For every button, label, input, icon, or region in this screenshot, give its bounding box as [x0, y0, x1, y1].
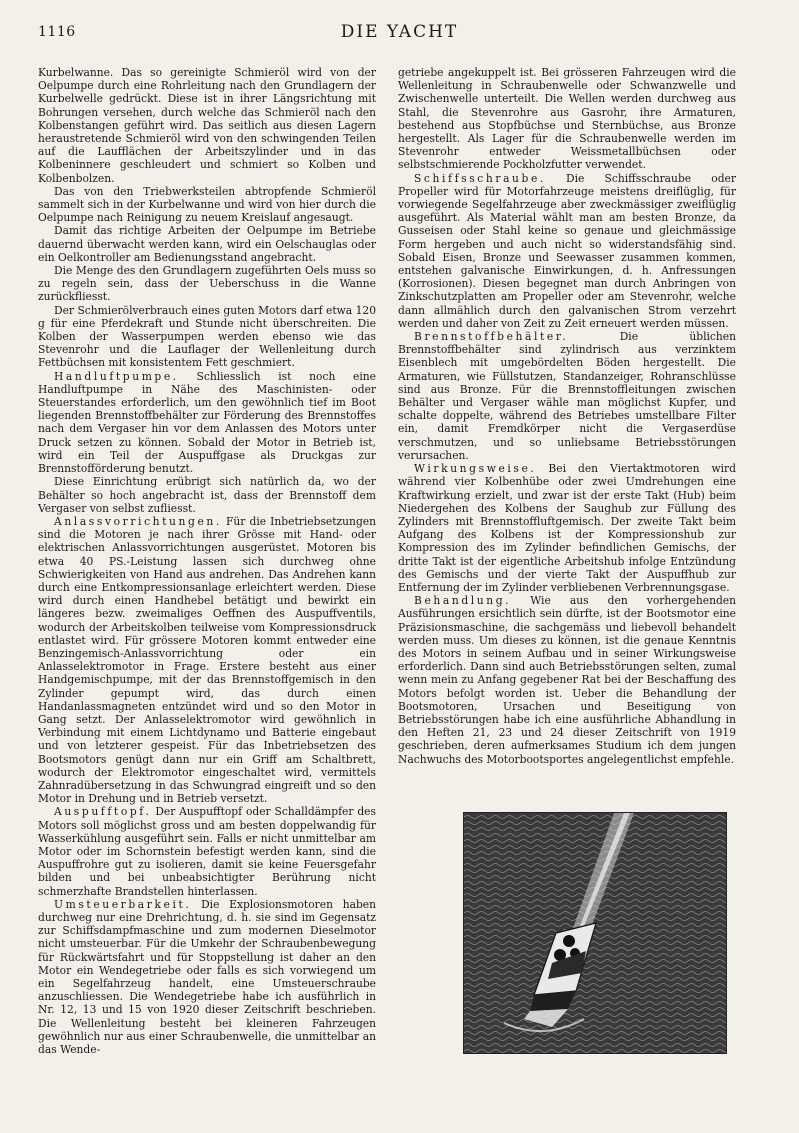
section-paragraph: Schiffsschraube. Die Schiffsschraube oder Propeller wird für Motorfahrzeuge meistens dreiflüglig, für vorwiegende Segelfahrzeuge aber zweckmässiger zweiflüglig ausgeführt. Als Material wählt man am besten Bronze, da Gusseisen oder Stahl keine so genaue und gleichmässige Form hergeben und auch nicht so widerstandsfähig sind. Sobald Eisen, Bronze und Seewasser zusammen kommen, entstehen galvanische Einwirkungen, d. h. Anfressungen (Korrosionen). Diesen begegnet man durch Anbringen von Zinkschutzplatten am Propeller oder am Stevenrohr, welche dann allmählich durch den galvanischen Strom verzehrt werden und daher von Zeit zu Zeit erneuert werden müssen.: [398, 171, 736, 330]
paragraph: Der Schmierölverbrauch eines guten Motors darf etwa 120 g für eine Pferdekraft und Stunde nicht überschreiten. Die Kolben der Wasserpumpen werden ebenso wie das Stevenrohr und die Lauflager der Wellenleitung durch Fettbüchsen mit konsistentem Fett geschmiert.: [38, 303, 376, 370]
section-paragraph: Behandlung. Wie aus den vorhergehenden Ausführungen ersichtlich sein dürfte, ist der Bootsmotor eine Präzisionsmaschine, die sachgemäss und liebevoll behandelt werden muss. Um dieses zu können, ist die genaue Kenntnis des Motors in seinem Aufbau und in seiner Wirkungsweise erforderlich. Dann sind auch Betriebsstörungen selten, zumal wenn mein zu Anfang gegebener Rat bei der Beschaffung des Motors befolgt worden ist. Ueber die Behandlung der Bootsmotoren, Ursachen und Beseitigung von Betriebsstörungen habe ich eine ausführliche Abhandlung in den Heften 21, 23 und 24 dieser Zeitschrift von 1919 geschrieben, deren aufmerksames Studium ich dem jungen Nachwuchs des Motorbootsportes angelegentlichst empfehle.: [398, 594, 736, 766]
section-heading: Schiffsschraube.: [414, 171, 546, 185]
section-paragraph: Wirkungsweise. Bei den Viertaktmotoren wird während vier Kolbenhübe oder zwei Umdrehungen eine Kraftwirkung erzielt, und zwar ist der erste Takt (Hub) beim Niedergehen des Kolbens der Saughub zur Füllung des Zylinders mit Brennstoffluftgemisch. Der zweite Takt beim Aufgang des Kolbens ist der Kompressionshub zur Kompression des im Zylinder befindlichen Gemischs, der dritte Takt ist der eigentliche Arbeitshub infolge Entzündung des Gemischs und der vierte Takt der Auspuffhub zur Entfernung der im Zylinder verbliebenen Verbrennungsgase.: [398, 462, 736, 594]
section-paragraph: Auspufftopf. Der Auspufftopf oder Schalldämpfer des Motors soll möglichst gross und am besten doppelwandig für Wasserkühlung ausgeführt sein. Falls er nicht unmittelbar am Motor oder im Schornstein befestigt werden kann, sind die Auspuffrohre gut zu isolieren, damit sie keine Feuersgefahr bilden und bei unbeabsichtigter Berührung nicht schmerzhafte Brandstellen hinterlassen.: [38, 805, 376, 898]
section-paragraph: Handluftpumpe. Schliesslich ist noch eine Handluftpumpe in Nähe des Maschinisten- oder Steuerstandes erforderlich, um den gewöhnlich tief im Boot liegenden Brennstoffbehälter zur Förderung des Brennstoffes nach dem Vergaser hin vor dem Anlassen des Motors unter Druck setzen zu können. Sobald der Motor in Betrieb ist, wird ein Teil der Auspuffgase als Druckgas zur Brennstofförderung benutzt.: [38, 369, 376, 476]
journal-title: DIE YACHT: [340, 22, 459, 42]
section-heading: Umsteuerbarkeit.: [54, 897, 192, 911]
motorboat-engraving: [464, 813, 726, 1053]
section-paragraph: Brennstoffbehälter. Die üblichen Brennstoffbehälter sind zylindrisch aus verzinktem Eisenblech mit umgebördelten Böden hergestellt. Die Armaturen, wie Füllstutzen, Standanzeiger, Rohranschlüsse sind aus Bronze. Für die Brennstoffleitungen zwischen Behälter und Vergaser wähle man möglichst Kupfer, und schalte doppelte, während des Betriebes umstellbare Filter ein, damit Fremdkörper nicht die Vergaserdüse verschmutzen, und so unliebsame Betriebsstörungen verursachen.: [398, 330, 736, 462]
paragraph: Diese Einrichtung erübrigt sich natürlich da, wo der Behälter so hoch angebracht ist, dass der Brennstoff dem Vergaser von selbst zufliesst.: [38, 475, 376, 515]
section-heading: Brennstoffbehälter.: [414, 330, 569, 344]
paragraph: Damit das richtige Arbeiten der Oelpumpe im Betriebe dauernd überwacht werden kann, wird ein Oelschauglas oder ein Oelkontroller am Bedienungsstand angebracht.: [38, 224, 376, 264]
section-heading: Handluftpumpe.: [54, 369, 179, 383]
right-column: [398, 66, 736, 766]
motorboat-illustration: [463, 812, 727, 1054]
section-heading: Wirkungsweise.: [414, 462, 537, 476]
paragraph: Das von den Triebwerksteilen abtropfende Schmieröl sammelt sich in der Kurbelwanne und wird von hier durch die Oelpumpe nach Reinigung zu neuem Kreislauf angesaugt.: [38, 184, 376, 225]
section-heading: Auspufftopf.: [54, 805, 152, 819]
section-paragraph: Umsteuerbarkeit. Die Explosionsmotoren haben durchweg nur eine Drehrichtung, d. h. sie sind im Gegensatz zur Schiffsdampfmaschine und zum modernen Dieselmotor nicht umsteuerbar. Für die Umkehr der Schraubenbewegung für Rückwärtsfahrt und für Stoppstellung ist daher an den Motor ein Wendegetriebe oder falls es sich vorwiegend um ein Segelfahrzeug handelt, eine Umsteuerschraube anzuschliessen. Die Wendegetriebe habe ich ausführlich in Nr. 12, 13 und 15 von 1920 dieser Zeitschrift beschrieben. Die Wellenleitung besteht bei kleineren Fahrzeugen gewöhnlich nur aus einer Schraubenwelle, die unmittelbar an das Wende-: [38, 897, 376, 1057]
section-heading: Anlassvorrichtungen.: [54, 514, 222, 528]
page-number: 1116: [38, 24, 76, 40]
paragraph: getriebe angekuppelt ist. Bei grösseren Fahrzeugen wird die Wellenleitung in Schraubenwelle oder Schwanzwelle und Zwischenwelle unterteilt. Die Wellen werden durchweg aus Stahl, die Stevenrohre aus Gasrohr, ihre Armaturen, bestehend aus Stopfbüchse und Sternbüchse, aus Bronze hergestellt. Als Lager für die Schraubenwelle werden im Stevenrohr entweder Weissmetallbüchsen oder selbstschmierende Pockholzfutter verwendet.: [398, 66, 736, 172]
paragraph: Die Menge des den Grundlagern zugeführten Oels muss so zu regeln sein, dass der Ueberschuss in die Wanne zurückfliesst.: [38, 264, 376, 304]
paragraph: Kurbelwanne. Das so gereinigte Schmieröl wird von der Oelpumpe durch eine Rohrleitung nach den Grundlagern der Kurbelwelle gedrückt. Diese ist in ihrer Längsrichtung mit Bohrungen versehen, durch welche das Schmieröl nach den Kolbenstangen geführt wird. Das seitlich aus diesen Lagern heraustretende Schmieröl wird von den schwingenden Teilen auf die Laufflächen der Arbeitszylinder und in das Kolbeninnere geschleudert und schmiert so Kolben und Kolbenbolzen.: [38, 66, 376, 185]
left-column: [38, 66, 376, 1056]
figure-person: [563, 935, 575, 947]
section-heading: Behandlung.: [414, 594, 512, 608]
section-paragraph: Anlassvorrichtungen. Für die Inbetriebsetzungen sind die Motoren je nach ihrer Grösse mit Hand- oder elektrischen Anlassvorrichtungen ausgerüstet. Motoren bis etwa 40 PS.-Leistung lassen sich durchweg ohne Schwierigkeiten von Hand aus andrehen. Das Andrehen kann durch eine Entkompressionsanlage erleichtert werden. Diese wird durch einen Handhebel betätigt und bewirkt ein längeres bezw. zweimaliges Oeffnen des Auspuffventils, wodurch der Arbeitskolben teilweise vom Kompressionsdruck entlastet wird. Für grössere Motoren kommt entweder eine Benzingemisch-Anlassvorrichtung oder ein Anlasselektromotor in Frage. Erstere besteht aus einer Handgemischpumpe, mit der das Brennstoffgemisch in den Zylinder gepumpt wird, das durch einen Handanlassmagneten entzündet wird und so den Motor in Gang setzt. Der Anlasselektromotor wird gewöhnlich in Verbindung mit einem Lichtdynamo und Batterie eingebaut und von letzterer gespeist. Für das Inbetriebsetzen des Bootsmotors genügt dann nur ein Griff am Schaltbrett, wodurch der Elektromotor eingeschaltet wird, vermittels Zahnradübersetzung in das Schwungrad eingreift und so den Motor in Drehung und in Betrieb versetzt.: [38, 514, 376, 806]
